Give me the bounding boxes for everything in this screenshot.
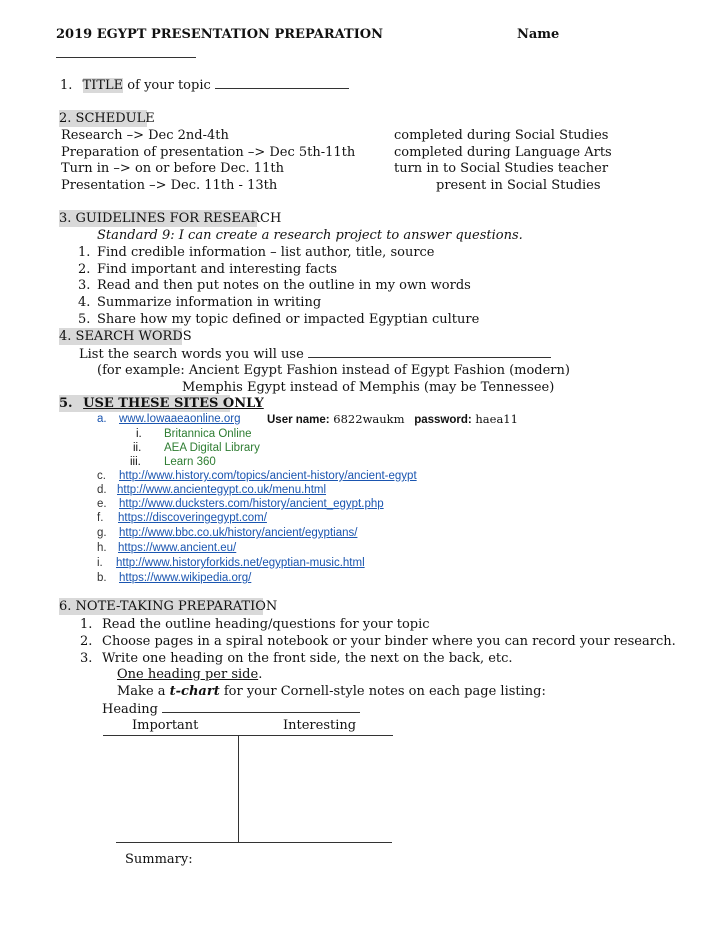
- schedule-row-left: Research –> Dec 2nd-4th: [61, 128, 229, 143]
- schedule-row-right: completed during Social Studies: [394, 128, 609, 143]
- site-link-ancient-eu[interactable]: https://www.ancient.eu/: [118, 542, 237, 554]
- guideline-item: Summarize information in writing: [97, 295, 322, 310]
- site-letter: g.: [97, 527, 107, 539]
- site-link-ancientegypt[interactable]: http://www.ancientegypt.co.uk/menu.html: [117, 484, 327, 496]
- site-letter: h.: [97, 542, 107, 554]
- one-heading-line: [117, 666, 262, 683]
- sub-numeral: ii.: [133, 442, 142, 454]
- guideline-number: 2.: [78, 262, 91, 277]
- resource-learn-360[interactable]: Learn 360: [164, 456, 216, 468]
- summary-label: Summary:: [125, 852, 193, 867]
- section-1-text: of your topic: [127, 78, 211, 93]
- make-tchart-line: [117, 683, 546, 700]
- section-1-number: 1.: [60, 78, 73, 93]
- search-example-2: Memphis Egypt instead of Memphis (may be Tennessee): [182, 380, 555, 395]
- site-letter: d.: [97, 484, 107, 496]
- section-5-number: 5.: [59, 396, 73, 411]
- page-title: 2019 EGYPT PRESENTATION PREPARATION: [56, 27, 384, 42]
- resource-britannica[interactable]: Britannica Online: [164, 428, 252, 440]
- search-words-line: [79, 345, 551, 363]
- name-label: Name: [517, 27, 560, 42]
- one-heading-period: .: [258, 667, 263, 682]
- schedule-row-right: turn in to Social Studies teacher: [394, 161, 609, 176]
- site-link-iowaaea[interactable]: www.Iowaaeaonline.org: [119, 413, 241, 425]
- name-blank-line[interactable]: [56, 57, 196, 58]
- site-link-historyforkids[interactable]: http://www.historyforkids.net/egyptian-music.html: [116, 557, 365, 569]
- standard-text: Standard 9: I can create a research project to answer questions.: [97, 228, 523, 243]
- heading-label: Heading: [102, 702, 158, 717]
- schedule-row-left: Presentation –> Dec. 11th - 13th: [61, 178, 278, 193]
- tchart-bottom-line: [116, 842, 392, 843]
- sub-numeral: i.: [136, 428, 142, 440]
- tchart-col-important: Important: [132, 718, 199, 733]
- section-1: [60, 76, 349, 94]
- guideline-item: Find important and interesting facts: [97, 262, 338, 277]
- guideline-item: Share how my topic defined or impacted Egyptian culture: [97, 312, 480, 327]
- tchart-divider: [238, 735, 239, 842]
- login-info: [267, 411, 518, 428]
- section-6-heading: 6. NOTE-TAKING PREPARATION: [59, 599, 278, 614]
- guideline-number: 5.: [78, 312, 91, 327]
- username-value: 6822waukm: [333, 412, 405, 426]
- topic-blank-line[interactable]: [215, 76, 349, 89]
- section-2-heading: 2. SCHEDULE: [59, 111, 155, 126]
- tchart-term: t-chart: [169, 684, 220, 699]
- site-link-ducksters[interactable]: http://www.ducksters.com/history/ancient_egypt.php: [119, 498, 384, 510]
- site-letter: c.: [97, 470, 106, 482]
- site-letter: i.: [97, 557, 103, 569]
- guideline-number: 3.: [78, 278, 91, 293]
- heading-line: [102, 700, 360, 718]
- site-letter: e.: [97, 498, 107, 510]
- note-step: Write one heading on the front side, the next on the back, etc.: [102, 651, 513, 666]
- guideline-number: 4.: [78, 295, 91, 310]
- site-letter: a.: [97, 413, 107, 425]
- make-a-text: Make a: [117, 684, 166, 699]
- section-5-heading: [59, 395, 264, 412]
- note-step-number: 2.: [80, 634, 93, 649]
- site-letter: b.: [97, 572, 107, 584]
- section-3-heading: 3. GUIDELINES FOR RESEARCH: [59, 211, 282, 226]
- note-step: Read the outline heading/questions for your topic: [102, 617, 430, 632]
- site-link-discoveringegypt[interactable]: https://discoveringegypt.com/: [118, 512, 267, 524]
- schedule-row-left: Preparation of presentation –> Dec 5th-11th: [61, 145, 356, 160]
- section-4-heading: 4. SEARCH WORDS: [59, 329, 192, 344]
- note-step-number: 3.: [80, 651, 93, 666]
- guideline-item: Find credible information – list author, title, source: [97, 245, 435, 260]
- schedule-row-right: completed during Language Arts: [394, 145, 612, 160]
- tchart-top-line: [103, 735, 393, 736]
- search-example-1: (for example: Ancient Egypt Fashion instead of Egypt Fashion (modern): [97, 363, 570, 378]
- search-words-text: List the search words you will use: [79, 347, 304, 362]
- username-label: User name:: [267, 414, 330, 426]
- note-step: Choose pages in a spiral notebook or your binder where you can record your research.: [102, 634, 676, 649]
- sub-numeral: iii.: [130, 456, 141, 468]
- note-step-number: 1.: [80, 617, 93, 632]
- search-words-blank[interactable]: [308, 345, 551, 358]
- make-rest-text: for your Cornell-style notes on each page listing:: [223, 684, 546, 699]
- section-5-title: USE THESE SITES ONLY: [83, 396, 264, 411]
- site-link-wikipedia[interactable]: https://www.wikipedia.org/: [119, 572, 252, 584]
- schedule-row-left: Turn in –> on or before Dec. 11th: [61, 161, 284, 176]
- password-label: password:: [414, 414, 472, 426]
- site-letter: f.: [97, 512, 104, 524]
- site-link-history[interactable]: http://www.history.com/topics/ancient-history/ancient-egypt: [119, 470, 417, 482]
- resource-aea-digital-library[interactable]: AEA Digital Library: [164, 442, 260, 454]
- schedule-row-right: present in Social Studies: [436, 178, 601, 193]
- password-value: haea11: [475, 412, 518, 426]
- guideline-item: Read and then put notes on the outline in my own words: [97, 278, 471, 293]
- one-heading-text: One heading per side: [117, 667, 259, 682]
- section-1-title-highlight: TITLE: [82, 78, 124, 93]
- tchart-col-interesting: Interesting: [283, 718, 357, 733]
- heading-blank[interactable]: [162, 700, 360, 713]
- site-link-bbc[interactable]: http://www.bbc.co.uk/history/ancient/egyptians/: [119, 527, 358, 539]
- guideline-number: 1.: [78, 245, 91, 260]
